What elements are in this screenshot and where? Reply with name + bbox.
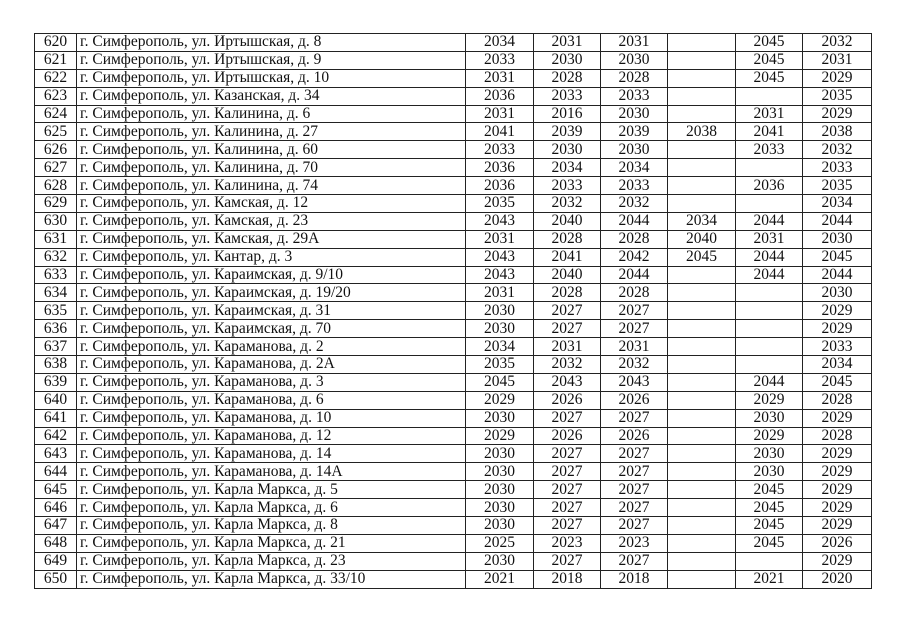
year-cell-2: 2033 [534,177,601,195]
table-row [35,391,872,409]
year-cell-2: 2027 [534,463,601,481]
year-cell-3: 2043 [601,373,668,391]
table-row [35,159,872,177]
table-row [35,499,872,517]
year-cell-1: 2041 [466,123,534,141]
year-cell-6: 2029 [803,517,872,535]
address-cell: г. Симферополь, ул. Камская, д. 29А [77,230,466,248]
row-number: 635 [35,302,77,320]
year-cell-4 [668,481,736,499]
year-cell-4 [668,517,736,535]
year-cell-4: 2038 [668,123,736,141]
year-cell-2: 2026 [534,427,601,445]
year-cell-3: 2027 [601,302,668,320]
year-cell-1: 2030 [466,302,534,320]
address-cell: г. Симферополь, ул. Калинина, д. 60 [77,141,466,159]
year-cell-1: 2030 [466,445,534,463]
year-cell-4: 2040 [668,230,736,248]
address-cell: г. Симферополь, ул. Калинина, д. 6 [77,105,466,123]
year-cell-2: 2028 [534,69,601,87]
year-cell-3: 2034 [601,159,668,177]
year-cell-1: 2030 [466,463,534,481]
year-cell-5 [736,302,803,320]
year-cell-4 [668,320,736,338]
year-cell-1: 2036 [466,177,534,195]
year-cell-4 [668,141,736,159]
year-cell-6: 2035 [803,177,872,195]
year-cell-5: 2045 [736,51,803,69]
year-cell-1: 2034 [466,34,534,52]
table-row [35,552,872,570]
year-cell-6: 2029 [803,105,872,123]
table-row [35,409,872,427]
year-cell-2: 2028 [534,284,601,302]
year-cell-4 [668,534,736,552]
row-number: 634 [35,284,77,302]
year-cell-3: 2027 [601,552,668,570]
year-cell-6: 2029 [803,445,872,463]
year-cell-5 [736,356,803,374]
row-number: 621 [35,51,77,69]
table-row [35,34,872,52]
address-cell: г. Симферополь, ул. Иртышская, д. 10 [77,69,466,87]
year-cell-4 [668,284,736,302]
year-cell-1: 2031 [466,230,534,248]
year-cell-5: 2030 [736,445,803,463]
table-body [35,34,872,589]
year-cell-5 [736,159,803,177]
table-row [35,212,872,230]
table-row [35,141,872,159]
year-cell-4 [668,302,736,320]
year-cell-2: 2030 [534,51,601,69]
row-number: 627 [35,159,77,177]
year-cell-6: 2029 [803,320,872,338]
address-cell: г. Симферополь, ул. Караимская, д. 19/20 [77,284,466,302]
address-cell: г. Симферополь, ул. Караманова, д. 12 [77,427,466,445]
address-cell: г. Симферополь, ул. Караманова, д. 2А [77,356,466,374]
year-cell-1: 2030 [466,552,534,570]
year-cell-5: 2030 [736,409,803,427]
row-number: 626 [35,141,77,159]
table-row [35,463,872,481]
year-cell-4 [668,409,736,427]
year-cell-2: 2023 [534,534,601,552]
year-cell-5: 2045 [736,499,803,517]
address-cell: г. Симферополь, ул. Караимская, д. 9/10 [77,266,466,284]
year-cell-6: 2029 [803,552,872,570]
address-cell: г. Симферополь, ул. Кантар, д. 3 [77,248,466,266]
year-cell-3: 2044 [601,212,668,230]
row-number: 632 [35,248,77,266]
address-cell: г. Симферополь, ул. Караманова, д. 6 [77,391,466,409]
year-cell-4 [668,87,736,105]
year-cell-3: 2031 [601,338,668,356]
row-number: 641 [35,409,77,427]
year-cell-1: 2030 [466,409,534,427]
year-cell-6: 2028 [803,391,872,409]
year-cell-1: 2030 [466,481,534,499]
year-cell-5 [736,284,803,302]
year-cell-5: 2030 [736,463,803,481]
year-cell-5: 2031 [736,230,803,248]
row-number: 620 [35,34,77,52]
year-cell-4 [668,499,736,517]
year-cell-4: 2045 [668,248,736,266]
year-cell-5: 2045 [736,517,803,535]
year-cell-5: 2044 [736,266,803,284]
year-cell-6: 2029 [803,302,872,320]
address-cell: г. Симферополь, ул. Карла Маркса, д. 23 [77,552,466,570]
table-row [35,570,872,588]
year-cell-1: 2021 [466,570,534,588]
year-cell-4 [668,463,736,481]
address-cell: г. Симферополь, ул. Карла Маркса, д. 21 [77,534,466,552]
year-cell-5 [736,320,803,338]
year-cell-2: 2027 [534,552,601,570]
year-cell-5 [736,87,803,105]
year-cell-5: 2044 [736,212,803,230]
year-cell-6: 2045 [803,373,872,391]
year-cell-4 [668,445,736,463]
year-cell-4 [668,34,736,52]
year-cell-5: 2045 [736,534,803,552]
row-number: 648 [35,534,77,552]
year-cell-4 [668,391,736,409]
year-cell-2: 2040 [534,266,601,284]
address-cell: г. Симферополь, ул. Караимская, д. 70 [77,320,466,338]
year-cell-4 [668,427,736,445]
year-cell-4 [668,338,736,356]
year-cell-6: 2030 [803,230,872,248]
year-cell-6: 2031 [803,51,872,69]
year-cell-3: 2027 [601,499,668,517]
year-cell-1: 2033 [466,141,534,159]
table-row [35,445,872,463]
year-cell-2: 2040 [534,212,601,230]
year-cell-6: 2029 [803,409,872,427]
year-cell-5: 2044 [736,373,803,391]
year-cell-3: 2027 [601,445,668,463]
row-number: 646 [35,499,77,517]
year-cell-2: 2027 [534,320,601,338]
year-cell-4 [668,195,736,213]
year-cell-4 [668,356,736,374]
year-cell-2: 2027 [534,409,601,427]
table-row [35,177,872,195]
address-cell: г. Симферополь, ул. Иртышская, д. 9 [77,51,466,69]
year-cell-6: 2029 [803,499,872,517]
table-row [35,69,872,87]
address-cell: г. Симферополь, ул. Карла Маркса, д. 6 [77,499,466,517]
year-cell-6: 2044 [803,266,872,284]
table-row [35,87,872,105]
address-cell: г. Симферополь, ул. Караманова, д. 14А [77,463,466,481]
year-cell-4 [668,570,736,588]
year-cell-3: 2027 [601,481,668,499]
year-cell-5: 2045 [736,69,803,87]
table-row [35,51,872,69]
year-cell-6: 2045 [803,248,872,266]
year-cell-5 [736,195,803,213]
year-cell-2: 2027 [534,481,601,499]
year-cell-3: 2030 [601,51,668,69]
address-cell: г. Симферополь, ул. Иртышская, д. 8 [77,34,466,52]
address-cell: г. Симферополь, ул. Караманова, д. 2 [77,338,466,356]
year-cell-3: 2030 [601,141,668,159]
year-cell-1: 2025 [466,534,534,552]
year-cell-1: 2030 [466,320,534,338]
year-cell-3: 2023 [601,534,668,552]
year-cell-3: 2027 [601,517,668,535]
address-cell: г. Симферополь, ул. Карла Маркса, д. 33/10 [77,570,466,588]
table-row [35,123,872,141]
address-cell: г. Симферополь, ул. Караманова, д. 10 [77,409,466,427]
table-row [35,517,872,535]
year-cell-6: 2028 [803,427,872,445]
year-cell-3: 2028 [601,284,668,302]
year-cell-1: 2029 [466,427,534,445]
table-row [35,105,872,123]
row-number: 642 [35,427,77,445]
row-number: 644 [35,463,77,481]
year-cell-3: 2044 [601,266,668,284]
year-cell-4 [668,552,736,570]
year-cell-1: 2029 [466,391,534,409]
year-cell-6: 2034 [803,356,872,374]
year-cell-2: 2034 [534,159,601,177]
year-cell-3: 2032 [601,356,668,374]
year-cell-2: 2027 [534,517,601,535]
year-cell-2: 2039 [534,123,601,141]
address-cell: г. Симферополь, ул. Караманова, д. 14 [77,445,466,463]
year-cell-2: 2032 [534,356,601,374]
year-cell-6: 2029 [803,463,872,481]
year-cell-3: 2032 [601,195,668,213]
row-number: 637 [35,338,77,356]
year-cell-5: 2045 [736,481,803,499]
year-cell-1: 2033 [466,51,534,69]
year-cell-5: 2033 [736,141,803,159]
year-cell-6: 2038 [803,123,872,141]
year-cell-5: 2029 [736,391,803,409]
row-number: 625 [35,123,77,141]
row-number: 633 [35,266,77,284]
year-cell-3: 2026 [601,427,668,445]
address-cell: г. Симферополь, ул. Карла Маркса, д. 5 [77,481,466,499]
year-cell-2: 2028 [534,230,601,248]
year-cell-6: 2026 [803,534,872,552]
row-number: 639 [35,373,77,391]
year-cell-3: 2039 [601,123,668,141]
table-row [35,481,872,499]
year-cell-5: 2031 [736,105,803,123]
year-cell-3: 2042 [601,248,668,266]
row-number: 629 [35,195,77,213]
year-cell-1: 2043 [466,248,534,266]
year-cell-3: 2028 [601,69,668,87]
year-cell-4 [668,177,736,195]
table-row [35,427,872,445]
year-cell-4: 2034 [668,212,736,230]
address-cell: г. Симферополь, ул. Караманова, д. 3 [77,373,466,391]
row-number: 643 [35,445,77,463]
address-cell: г. Симферополь, ул. Калинина, д. 74 [77,177,466,195]
year-cell-6: 2033 [803,338,872,356]
year-cell-3: 2028 [601,230,668,248]
year-cell-4 [668,105,736,123]
year-cell-2: 2018 [534,570,601,588]
year-cell-6: 2044 [803,212,872,230]
table-row [35,356,872,374]
year-cell-1: 2043 [466,212,534,230]
table-row [35,266,872,284]
table-row [35,320,872,338]
year-cell-1: 2031 [466,105,534,123]
year-cell-5 [736,552,803,570]
year-cell-3: 2030 [601,105,668,123]
year-cell-6: 2029 [803,481,872,499]
year-cell-2: 2027 [534,499,601,517]
year-cell-2: 2033 [534,87,601,105]
schedule-table [34,33,872,589]
row-number: 631 [35,230,77,248]
year-cell-1: 2035 [466,195,534,213]
year-cell-1: 2035 [466,356,534,374]
year-cell-4 [668,69,736,87]
year-cell-1: 2045 [466,373,534,391]
year-cell-3: 2018 [601,570,668,588]
year-cell-1: 2031 [466,284,534,302]
row-number: 636 [35,320,77,338]
year-cell-1: 2036 [466,159,534,177]
year-cell-2: 2030 [534,141,601,159]
year-cell-5: 2041 [736,123,803,141]
row-number: 650 [35,570,77,588]
year-cell-3: 2027 [601,409,668,427]
table-row [35,302,872,320]
year-cell-3: 2027 [601,463,668,481]
year-cell-6: 2033 [803,159,872,177]
year-cell-4 [668,51,736,69]
table-row [35,230,872,248]
address-cell: г. Симферополь, ул. Карла Маркса, д. 8 [77,517,466,535]
year-cell-3: 2026 [601,391,668,409]
row-number: 638 [35,356,77,374]
year-cell-6: 2032 [803,141,872,159]
row-number: 622 [35,69,77,87]
year-cell-2: 2016 [534,105,601,123]
row-number: 649 [35,552,77,570]
address-cell: г. Симферополь, ул. Калинина, д. 70 [77,159,466,177]
address-cell: г. Симферополь, ул. Казанская, д. 34 [77,87,466,105]
row-number: 640 [35,391,77,409]
year-cell-4 [668,266,736,284]
year-cell-2: 2043 [534,373,601,391]
year-cell-1: 2034 [466,338,534,356]
table-row [35,284,872,302]
table-row [35,534,872,552]
address-cell: г. Симферополь, ул. Калинина, д. 27 [77,123,466,141]
year-cell-5 [736,338,803,356]
year-cell-1: 2030 [466,499,534,517]
year-cell-2: 2031 [534,338,601,356]
row-number: 623 [35,87,77,105]
table-row [35,338,872,356]
year-cell-2: 2027 [534,445,601,463]
year-cell-6: 2032 [803,34,872,52]
address-cell: г. Симферополь, ул. Караимская, д. 31 [77,302,466,320]
year-cell-5: 2045 [736,34,803,52]
year-cell-2: 2031 [534,34,601,52]
year-cell-3: 2027 [601,320,668,338]
year-cell-6: 2034 [803,195,872,213]
table-row [35,195,872,213]
year-cell-6: 2020 [803,570,872,588]
table-row [35,248,872,266]
year-cell-2: 2032 [534,195,601,213]
year-cell-6: 2035 [803,87,872,105]
row-number: 628 [35,177,77,195]
row-number: 630 [35,212,77,230]
year-cell-2: 2041 [534,248,601,266]
row-number: 645 [35,481,77,499]
year-cell-3: 2033 [601,87,668,105]
table-row [35,373,872,391]
address-cell: г. Симферополь, ул. Камская, д. 23 [77,212,466,230]
year-cell-5: 2036 [736,177,803,195]
year-cell-5: 2029 [736,427,803,445]
year-cell-3: 2031 [601,34,668,52]
year-cell-2: 2026 [534,391,601,409]
year-cell-1: 2031 [466,69,534,87]
row-number: 647 [35,517,77,535]
year-cell-2: 2027 [534,302,601,320]
year-cell-1: 2036 [466,87,534,105]
year-cell-6: 2029 [803,69,872,87]
row-number: 624 [35,105,77,123]
year-cell-1: 2030 [466,517,534,535]
year-cell-1: 2043 [466,266,534,284]
year-cell-5: 2044 [736,248,803,266]
year-cell-6: 2030 [803,284,872,302]
year-cell-3: 2033 [601,177,668,195]
year-cell-4 [668,159,736,177]
address-cell: г. Симферополь, ул. Камская, д. 12 [77,195,466,213]
year-cell-4 [668,373,736,391]
year-cell-5: 2021 [736,570,803,588]
